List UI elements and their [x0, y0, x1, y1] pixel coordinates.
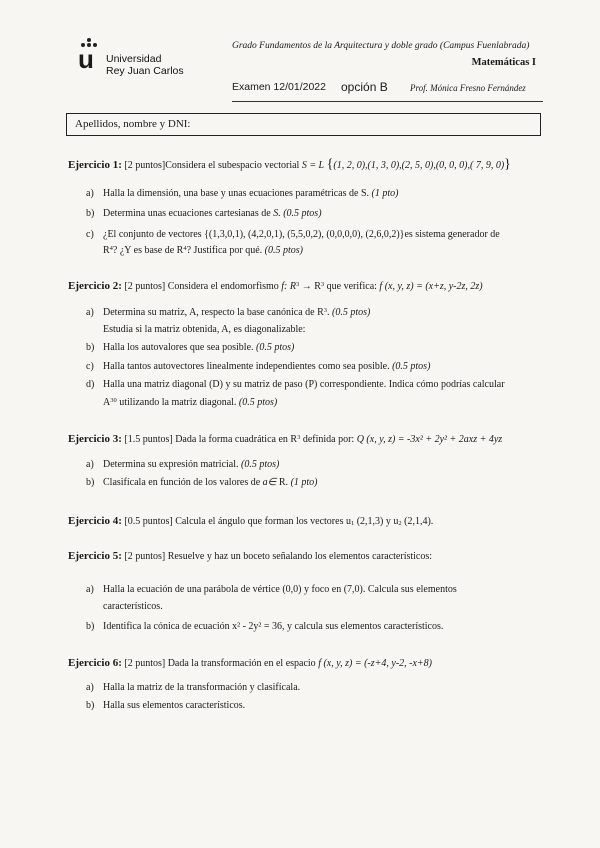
header-divider	[232, 101, 543, 102]
exercise-3-item-b: b) Clasifícala en función de los valores de a∈ R. (1 pto)	[86, 477, 318, 488]
exercise-5-heading: Ejercicio 5: [2 puntos] Resuelve y haz un boceto señalando los elementos característicos:	[68, 550, 433, 562]
exam-option: opción B	[341, 80, 388, 94]
exercise-6-item-b: b) Halla sus elementos característicos.	[86, 700, 246, 711]
exercise-1-item-c: c) ¿El conjunto de vectores {(1,3,0,1), (4,2,0,1), (5,5,0,2), (0,0,0,0), (2,6,0,2)}es sistema generador de	[86, 229, 500, 240]
exam-date: Examen 12/01/2022	[232, 81, 326, 93]
exercise-5-item-a: a) Halla la ecuación de una parábola de vértice (0,0) y foco en (7,0). Calcula sus elementos	[86, 584, 457, 595]
exercise-2-item-a: a) Determina su matriz, A, respecto la base canónica de $R^3$. (0.5 ptos)	[86, 307, 371, 318]
exercise-5-item-a-cont: característicos.	[103, 601, 163, 612]
exercise-1-item-b: b) Determina unas ecuaciones cartesianas de S. (0.5 ptos)	[86, 208, 322, 219]
exercise-1-item-c-cont: $R^4$? ¿Y es base de $R^4$? Justifica por qué. (0.5 ptos)	[103, 245, 303, 256]
university-name: Universidad Rey Juan Carlos	[106, 53, 184, 77]
exercise-1-heading: Ejercicio 1: [2 puntos]Considera el subespacio vectorial S = L {(1, 2, 0),(1, 3, 0),(2, 5, 0),(0, 0, 0),( 7, 9, 0)}	[68, 157, 511, 172]
exercise-1-item-a: a) Halla la dimensión, una base y unas ecuaciones paramétricas de S. (1 pto)	[86, 188, 399, 199]
exercise-2-item-a-cont: Estudia si la matriz obtenida, A, es diagonalizable:	[103, 324, 306, 335]
exercise-2-item-d: d) Halla una matriz diagonal (D) y su matriz de paso (P) correspondiente. Indica cómo podrías calcular	[86, 379, 505, 390]
exercise-4-heading: Ejercicio 4: [0.5 puntos] Calcula el ángulo que forman los vectores $u_1$ (2,1,3) y $u_2$ (2,1,4).	[68, 515, 434, 527]
exercise-3-item-a: a) Determina su expresión matricial. (0.5 ptos)	[86, 459, 280, 470]
student-name-box[interactable]	[66, 113, 541, 136]
professor-name: Prof. Mónica Fresno Fernández	[410, 83, 526, 93]
degree-title: Grado Fundamentos de la Arquitectura y doble grado (Campus Fuenlabrada)	[232, 41, 530, 51]
exercise-2-item-d-cont: $A^{30}$ utilizando la matriz diagonal. (0.5 ptos)	[103, 397, 278, 408]
exercise-5-item-b: b) Identifica la cónica de ecuación x² - 2y² = 36, y calcula sus elementos característicos.	[86, 621, 444, 632]
university-logo	[78, 38, 228, 88]
exercise-2-heading: Ejercicio 2: [2 puntos] Considera el endomorfismo f: $R^3 \to R^3$ que verifica: f (x, y, z) = (x+z, y-2z, 2z)	[68, 280, 483, 292]
exercise-2-item-c: c) Halla tantos autovectores linealmente independientes como sea posible. (0.5 ptos)	[86, 361, 431, 372]
logo-letter: u	[78, 44, 94, 74]
subject-title: Matemáticas I	[471, 57, 536, 68]
exercise-2-item-b: b) Halla los autovalores que sea posible. (0.5 ptos)	[86, 342, 295, 353]
student-name-label: Apellidos, nombre y DNI:	[75, 118, 191, 130]
exercise-6-item-a: a) Halla la matriz de la transformación y clasifícala.	[86, 682, 301, 693]
exercise-6-heading: Ejercicio 6: [2 puntos] Dada la transformación en el espacio f (x, y, z) = (-z+4, y-2, -x+8)	[68, 657, 433, 669]
exercise-3-heading: Ejercicio 3: [1.5 puntos] Dada la forma cuadrática en $R^3$ definida por: Q (x, y, z) = -3x² + 2y² + 2axz + 4yz	[68, 433, 503, 445]
